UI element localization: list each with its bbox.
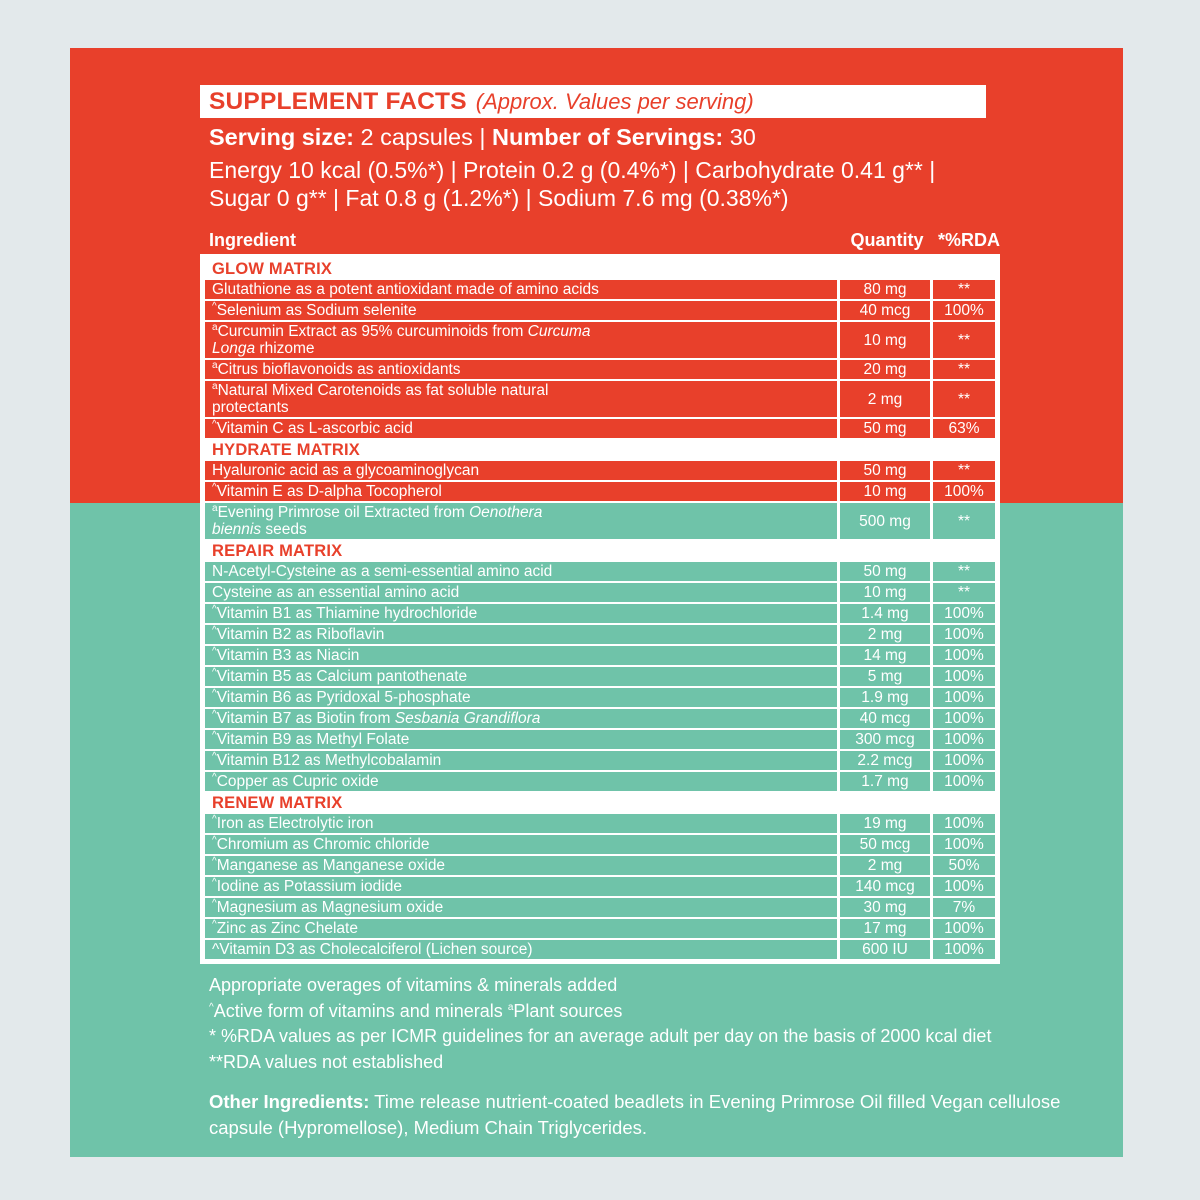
ingredient-quantity: 10 mg	[837, 322, 930, 358]
ingredient-row	[205, 877, 995, 898]
ingredient-rda: **	[930, 583, 995, 602]
ingredient-row	[205, 730, 995, 751]
ingredient-row	[205, 503, 995, 541]
ingredient-quantity: 19 mg	[837, 814, 930, 833]
supplement-table	[200, 254, 1000, 964]
ingredient-row	[205, 688, 995, 709]
ingredient-quantity: 300 mcg	[837, 730, 930, 749]
ingredient-row	[205, 646, 995, 667]
ingredient-row	[205, 461, 995, 482]
ingredient-rda: 7%	[930, 898, 995, 917]
ingredient-rda: 100%	[930, 730, 995, 749]
ingredient-rda: 100%	[930, 667, 995, 686]
ingredient-rda: 100%	[930, 919, 995, 938]
ingredient-name: ^Iodine as Potassium iodide	[212, 876, 402, 895]
ingredient-name: ^Zinc as Zinc Chelate	[212, 918, 358, 937]
supplement-facts-header	[200, 85, 986, 118]
serving-size-label: Serving size:	[209, 124, 354, 150]
ingredient-quantity: 50 mcg	[837, 835, 930, 854]
ingredient-rda: 100%	[930, 301, 995, 320]
footnote-line: * %RDA values as per ICMR guidelines for an average adult per day on the basis of 2000 kcal diet	[209, 1026, 992, 1046]
other-ingredients-text: Time release nutrient-coated beadlets in Evening Primrose Oil filled Vegan cellulose capsule (Hypromellose), Medium Chain Triglycerides.	[209, 1091, 1061, 1138]
ingredient-name: ^Vitamin B7 as Biotin from Sesbania Grandiflora	[212, 708, 541, 727]
ingredient-name: $^a$Evening Primrose oil Extracted from Oenothera biennis seeds	[212, 502, 543, 538]
ingredient-row	[205, 709, 995, 730]
ingredient-name: ^Chromium as Chromic chloride	[212, 834, 430, 853]
ingredient-quantity: 1.7 mg	[837, 772, 930, 791]
ingredient-name: ^Vitamin B2 as Riboflavin	[212, 624, 385, 643]
ingredient-name: ^Vitamin B1 as Thiamine hydrochloride	[212, 603, 478, 622]
ingredient-name: ^Iron as Electrolytic iron	[212, 813, 374, 832]
ingredient-row	[205, 835, 995, 856]
ingredient-quantity: 10 mg	[837, 482, 930, 501]
table-header-row	[200, 230, 1003, 251]
ingredient-quantity: 50 mg	[837, 562, 930, 581]
ingredient-rda: **	[930, 461, 995, 480]
ingredient-rda: 100%	[930, 604, 995, 623]
ingredient-rda: 100%	[930, 877, 995, 896]
ingredient-row	[205, 814, 995, 835]
matrix-section-header: RENEW MATRIX	[205, 793, 995, 814]
ingredient-row	[205, 751, 995, 772]
serving-size-value: 2 capsules	[360, 124, 473, 150]
ingredient-quantity: 1.9 mg	[837, 688, 930, 707]
ingredient-name: ^Vitamin B12 as Methylcobalamin	[212, 750, 442, 769]
ingredient-row	[205, 625, 995, 646]
ingredient-row	[205, 583, 995, 604]
footnote-line: **RDA values not established	[209, 1051, 444, 1072]
ingredient-rda: **	[930, 503, 995, 539]
ingredient-name: $^a$Citrus bioflavonoids as antioxidants	[212, 359, 461, 378]
ingredient-rda: **	[930, 322, 995, 358]
ingredient-quantity: 2 mg	[837, 625, 930, 644]
supplement-facts-subtitle: (Approx. Values per serving)	[475, 88, 754, 114]
ingredient-rda: 100%	[930, 772, 995, 791]
nutrition-summary	[200, 156, 1003, 212]
ingredient-row	[205, 667, 995, 688]
nutrition-line-2: Sugar 0 g** | Fat 0.8 g (1.2%*) | Sodium 7.6 mg (0.38%*)	[209, 185, 789, 211]
ingredient-rda: 100%	[930, 709, 995, 728]
ingredient-name: $^a$Curcumin Extract as 95% curcuminoids from Curcuma Longa rhizome	[212, 321, 591, 357]
ingredient-row	[205, 919, 995, 940]
ingredient-row	[205, 856, 995, 877]
ingredient-name: ^Manganese as Manganese oxide	[212, 855, 446, 874]
ingredient-quantity: 2 mg	[837, 856, 930, 875]
matrix-section-header: REPAIR MATRIX	[205, 541, 995, 562]
ingredient-row	[205, 360, 995, 381]
ingredient-name: Hyaluronic acid as a glycoaminoglycan	[212, 462, 480, 479]
ingredient-row	[205, 940, 995, 959]
ingredient-name: $^a$Natural Mixed Carotenoids as fat soluble natural protectants	[212, 380, 549, 416]
ingredient-rda: 100%	[930, 751, 995, 770]
ingredient-row	[205, 604, 995, 625]
supplement-facts-title: SUPPLEMENT FACTS	[209, 87, 467, 115]
ingredient-row	[205, 301, 995, 322]
ingredient-rda: 100%	[930, 835, 995, 854]
ingredient-quantity: 600 IU	[837, 940, 930, 959]
ingredient-name: ^Vitamin B9 as Methyl Folate	[212, 729, 410, 748]
ingredient-quantity: 40 mcg	[837, 709, 930, 728]
ingredient-name: ^Vitamin C as L-ascorbic acid	[212, 418, 413, 437]
other-ingredients	[200, 1089, 1105, 1141]
ingredient-row	[205, 562, 995, 583]
ingredient-quantity: 20 mg	[837, 360, 930, 379]
ingredient-row	[205, 322, 995, 360]
servings-count-value: 30	[729, 124, 756, 150]
column-header-ingredient: Ingredient	[209, 230, 297, 250]
ingredient-quantity: 14 mg	[837, 646, 930, 665]
ingredient-name: ^Vitamin B6 as Pyridoxal 5-phosphate	[212, 687, 471, 706]
ingredient-rda: 100%	[930, 688, 995, 707]
ingredient-name: ^Selenium as Sodium selenite	[212, 300, 417, 319]
ingredient-quantity: 140 mcg	[837, 877, 930, 896]
column-header-quantity: Quantity	[850, 230, 924, 250]
ingredient-rda: **	[930, 562, 995, 581]
ingredient-quantity: 2 mg	[837, 381, 930, 417]
column-header-rda: *%RDA	[937, 230, 1000, 250]
ingredient-name: Cysteine as an essential amino acid	[212, 584, 460, 601]
ingredient-name: ^Copper as Cupric oxide	[212, 771, 379, 790]
ingredient-row	[205, 482, 995, 503]
ingredient-rda: 100%	[930, 625, 995, 644]
ingredient-row	[205, 772, 995, 793]
other-ingredients-label: Other Ingredients:	[209, 1091, 370, 1112]
ingredient-name: ^Magnesium as Magnesium oxide	[212, 897, 444, 916]
ingredient-rda: **	[930, 360, 995, 379]
servings-count-label: Number of Servings:	[492, 124, 724, 150]
ingredient-rda: 100%	[930, 482, 995, 501]
ingredient-name: Glutathione as a potent antioxidant made of amino acids	[212, 281, 599, 298]
ingredient-name: ^Vitamin E as D-alpha Tocopherol	[212, 481, 442, 500]
ingredient-row	[205, 898, 995, 919]
footnotes-block	[200, 973, 1003, 1075]
ingredient-rda: **	[930, 280, 995, 299]
ingredient-row	[205, 280, 995, 301]
ingredient-quantity: 30 mg	[837, 898, 930, 917]
ingredient-quantity: 17 mg	[837, 919, 930, 938]
ingredient-quantity: 40 mcg	[837, 301, 930, 320]
ingredient-quantity: 1.4 mg	[837, 604, 930, 623]
ingredient-quantity: 50 mg	[837, 419, 930, 438]
footnote-line: Appropriate overages of vitamins & minerals added	[209, 975, 618, 995]
ingredient-rda: 100%	[930, 814, 995, 833]
matrix-section-header: HYDRATE MATRIX	[205, 440, 995, 461]
ingredient-rda: **	[930, 381, 995, 417]
ingredient-quantity: 5 mg	[837, 667, 930, 686]
matrix-section-header: GLOW MATRIX	[205, 259, 995, 280]
ingredient-quantity: 50 mg	[837, 461, 930, 480]
ingredient-quantity: 10 mg	[837, 583, 930, 602]
nutrition-line-1: Energy 10 kcal (0.5%*) | Protein 0.2 g (0.4%*) | Carbohydrate 0.41 g** |	[209, 157, 936, 183]
ingredient-name: N-Acetyl-Cysteine as a semi-essential amino acid	[212, 563, 553, 580]
ingredient-quantity: 80 mg	[837, 280, 930, 299]
ingredient-quantity: 2.2 mcg	[837, 751, 930, 770]
footnote-line: ^Active form of vitamins and minerals $^a$Plant sources	[209, 1000, 623, 1021]
ingredient-rda: 63%	[930, 419, 995, 438]
ingredient-quantity: 500 mg	[837, 503, 930, 539]
ingredient-name: ^Vitamin B5 as Calcium pantothenate	[212, 666, 468, 685]
ingredient-name: ^Vitamin B3 as Niacin	[212, 645, 360, 664]
ingredient-rda: 100%	[930, 940, 995, 959]
label-content	[70, 85, 1123, 1141]
serving-separator: |	[479, 124, 486, 150]
ingredient-row	[205, 419, 995, 440]
ingredient-rda: 50%	[930, 856, 995, 875]
supplement-label-panel	[70, 48, 1123, 1157]
ingredient-rda: 100%	[930, 646, 995, 665]
ingredient-row	[205, 381, 995, 419]
serving-info-line	[200, 123, 1003, 151]
ingredient-name: ^Vitamin D3 as Cholecalciferol (Lichen source)	[212, 941, 533, 958]
